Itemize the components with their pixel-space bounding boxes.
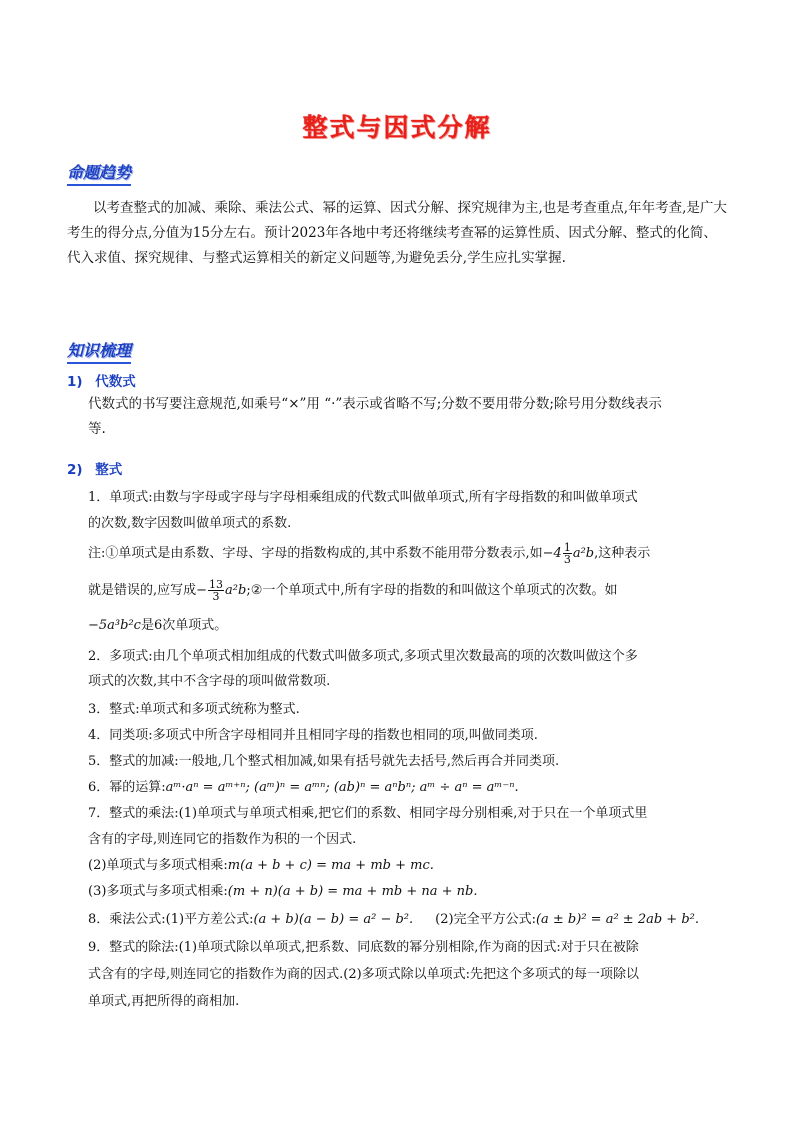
fraction-denominator: 3 (563, 553, 571, 566)
subsection-title: 代数式 (95, 374, 136, 390)
trend-line-3: 代入求值、探究规律、与整式运算相关的新定义问题等,为避免丢分,学生应扎实掌握. (67, 250, 566, 266)
trend-line-2: 考生的得分点,分值为15分左右。预计2023年各地中考还将继续考查幂的运算性质、因式分解、整式的化简、 (67, 225, 717, 241)
trend-line-1: 以考查整式的加减、乘除、乘法公式、幂的运算、因式分解、探究规律为主,也是考查重点,年年考查,是广大 (93, 200, 727, 216)
algebraic-line-2: 等. (88, 421, 106, 437)
monomial-line-2: 的次数,数字因数叫做单项式的系数. (88, 516, 292, 531)
rule-label: 8．乘法公式:(1)平方差公式: (88, 912, 254, 927)
algebraic-paragraph (88, 392, 748, 442)
addition-line: 5．整式的加减:一般地,几个整式相加减,如果有括号就先去括号,然后再合并同类项. (88, 754, 560, 769)
polynomial-line-1: 2．多项式:由几个单项式相加组成的代数式叫做多项式,多项式里次数最高的项的次数叫做这个多 (88, 649, 638, 664)
page-title: 整式与因式分解 (302, 113, 492, 142)
fraction (563, 542, 572, 565)
subsection-title: 整式 (95, 462, 123, 478)
rule-label: (2)完全平方公式: (435, 912, 536, 927)
monomial-line-1: 1．单项式:由数与字母或字母与字母相乘组成的代数式叫做单项式,所有字母指数的和叫做单项式 (88, 490, 638, 505)
integral-expression-line: 3．整式:单项式和多项式统称为整式. (88, 702, 300, 717)
section-heading-knowledge: 知识梳理 (67, 338, 131, 364)
rule-label: (3)多项式与多项式相乘: (88, 884, 228, 899)
math-expression: −4 (542, 546, 562, 561)
subsection-heading-algebraic (67, 370, 136, 390)
fraction-numerator: 13 (209, 578, 224, 591)
math-expression: (a + b)(a − b) = a² − b². (253, 912, 414, 927)
subsection-number: 1) (67, 374, 83, 390)
math-expression: m(a + b + c) = ma + mb + mc. (227, 858, 434, 873)
math-expression: a²b (572, 546, 595, 561)
math-expression: −5a³b²c (88, 618, 141, 633)
subsection-number: 2) (67, 462, 83, 478)
note-line-1 (88, 542, 650, 565)
note-text: 就是错误的,应写成 (88, 583, 197, 598)
math-expression: (m + n)(a + b) = ma + mb + na + nb. (227, 884, 478, 899)
math-expression: a²b (225, 583, 247, 598)
fraction-denominator: 3 (212, 590, 220, 603)
rule-label: (2)单项式与多项式相乘: (88, 858, 228, 873)
subsection-heading-polynomial (67, 458, 122, 478)
note-text: 注:①单项式是由系数、字母、字母的指数构成的,其中系数不能用带分数表示,如 (88, 546, 543, 561)
like-terms-line: 4．同类项:多项式中所含字母相同并且相同字母的指数也相同的项,叫做同类项. (88, 728, 538, 743)
polynomial-polynomial-line (88, 880, 477, 899)
algebraic-line-1: 代数式的书写要注意规范,如乘号“×”用 “·”表示或省略不写;分数不要用带分数;除号用分数线表示 (88, 396, 662, 412)
section-heading-trend: 命题趋势 (67, 160, 131, 186)
multiplication-line-2: 含有的字母,则连同它的指数作为积的一个因式. (88, 832, 357, 847)
division-line-2: 式含有的字母,则连同它的指数作为商的因式.(2)多项式除以单项式:先把这个多项式的每一项除以 (88, 967, 640, 982)
division-line-3: 单项式,再把所得的商相加. (88, 994, 240, 1009)
trend-paragraph (67, 196, 747, 271)
note-text: 是6次单项式。 (140, 618, 228, 633)
division-line-1: 9．整式的除法:(1)单项式除以单项式,把系数、同底数的幂分别相除,作为商的因式:对于只在被除 (88, 940, 639, 955)
note-text: ;②一个单项式中,所有字母的指数的和叫做这个单项式的次数。如 (246, 583, 618, 598)
note-text: ,这种表示 (594, 546, 651, 561)
note-line-3 (88, 614, 227, 633)
math-expression: (a ± b)² = a² ± 2ab + b². (535, 912, 699, 927)
rule-label: 6．幂的运算: (88, 780, 166, 795)
power-rules-line (88, 776, 519, 795)
fraction-numerator: 1 (563, 541, 571, 554)
monomial-polynomial-line (88, 854, 434, 873)
polynomial-line-2: 项式的次数,其中不含字母的项叫做常数项. (88, 674, 331, 689)
math-expression: aᵐ·aⁿ = aᵐ⁺ⁿ; (aᵐ)ⁿ = aᵐⁿ; (ab)ⁿ = aⁿbⁿ; aᵐ ÷ aⁿ = aᵐ⁻ⁿ. (165, 780, 519, 795)
note-line-2: 就是错误的,应写成− $\frac{13}{3}$ a²b;②一个单项式中,所有字母的指数的和叫做这个单项式的次数。如 (88, 578, 618, 603)
fraction (208, 579, 224, 602)
multiplication-formula-line (88, 908, 699, 927)
multiplication-line-1: 7．整式的乘法:(1)单项式与单项式相乘,把它们的系数、相同字母分别相乘,对于只在一个单项式里 (88, 806, 648, 821)
